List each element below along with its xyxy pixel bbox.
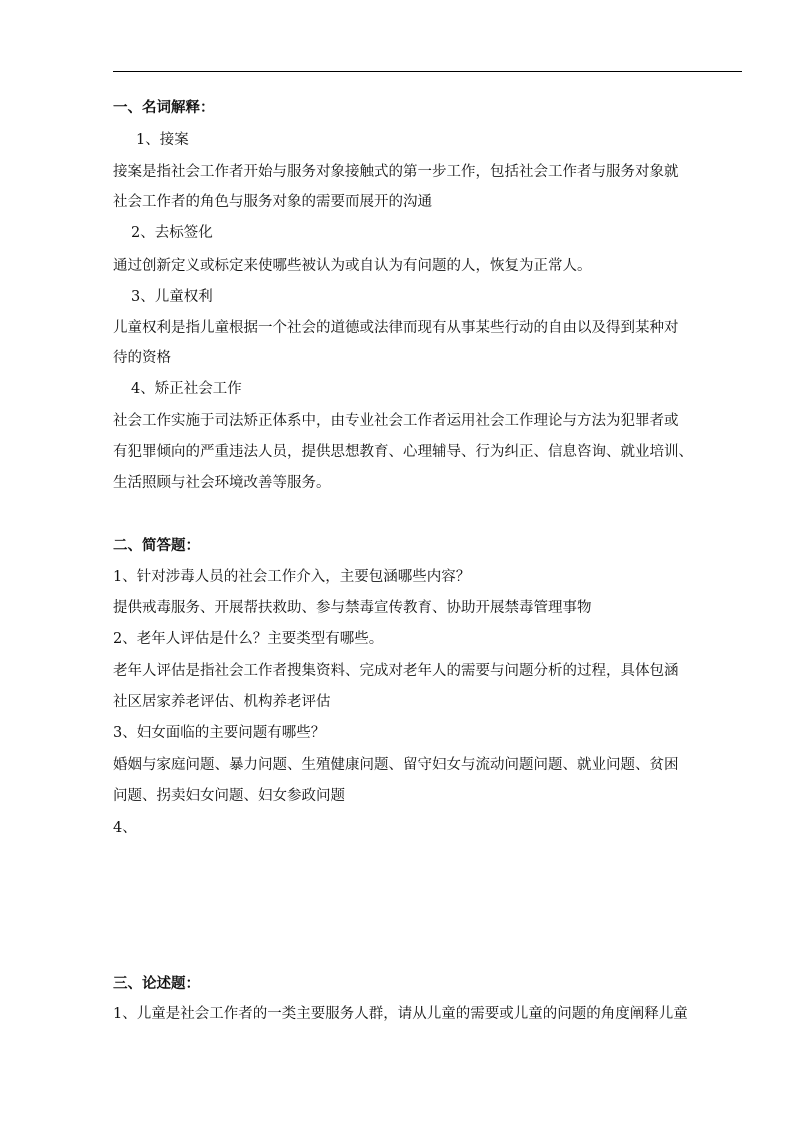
section3-heading: 三、论述题：: [113, 975, 200, 992]
term-definition-1-line2: 社会工作者的角色与服务对象的需要而展开的沟通: [113, 194, 432, 210]
answer-2-3-line1: 婚姻与家庭问题、暴力问题、生殖健康问题、留守妇女与流动问题问题、就业问题、贫困: [113, 757, 679, 773]
question-2-1: 1、针对涉毒人员的社会工作介入，主要包涵哪些内容？: [113, 569, 471, 585]
section1-heading: 一、名词解释：: [113, 99, 215, 116]
question-3-1: 1、儿童是社会工作者的一类主要服务人群，请从儿童的需要或儿童的问题的角度阐释儿童: [113, 1006, 688, 1022]
term-title-2: 2、去标签化: [131, 225, 213, 241]
header-rule: [113, 71, 742, 72]
question-2-2: 2、老年人评估是什么？主要类型有哪些。: [113, 631, 384, 647]
answer-2-1-line1: 提供戒毒服务、开展帮扶救助、参与禁毒宣传教育、协助开展禁毒管理事物: [113, 600, 592, 616]
term-definition-3-line2: 待的资格: [113, 350, 171, 366]
term-definition-2-line1: 通过创新定义或标定来使哪些被认为或自认为有问题的人，恢复为正常人。: [113, 258, 592, 274]
answer-2-2-line1: 老年人评估是指社会工作者搜集资料、完成对老年人的需要与问题分析的过程，具体包涵: [113, 663, 679, 679]
term-definition-4-line2: 有犯罪倾向的严重违法人员，提供思想教育、心理辅导、行为纠正、信息咨询、就业培训、: [113, 444, 693, 460]
term-title-4: 4、矫正社会工作: [131, 381, 242, 397]
term-definition-3-line1: 儿童权利是指儿童根据一个社会的道德或法律而现有从事某些行动的自由以及得到某种对: [113, 320, 679, 336]
section2-heading: 二、简答题：: [113, 537, 200, 554]
question-2-4: 4、: [113, 820, 137, 836]
term-definition-4-line3: 生活照顾与社会环境改善等服务。: [113, 475, 331, 491]
term-definition-4-line1: 社会工作实施于司法矫正体系中，由专业社会工作者运用社会工作理论与方法为犯罪者或: [113, 413, 679, 429]
term-definition-1-line1: 接案是指社会工作者开始与服务对象接触式的第一步工作，包括社会工作者与服务对象就: [113, 164, 679, 180]
term-title-1: 1、接案: [136, 132, 189, 148]
term-title-3: 3、儿童权利: [131, 289, 213, 305]
answer-2-2-line2: 社区居家养老评估、机构养老评估: [113, 694, 331, 710]
question-2-3: 3、妇女面临的主要问题有哪些？: [113, 725, 326, 741]
answer-2-3-line2: 问题、拐卖妇女问题、妇女参政问题: [113, 788, 345, 804]
